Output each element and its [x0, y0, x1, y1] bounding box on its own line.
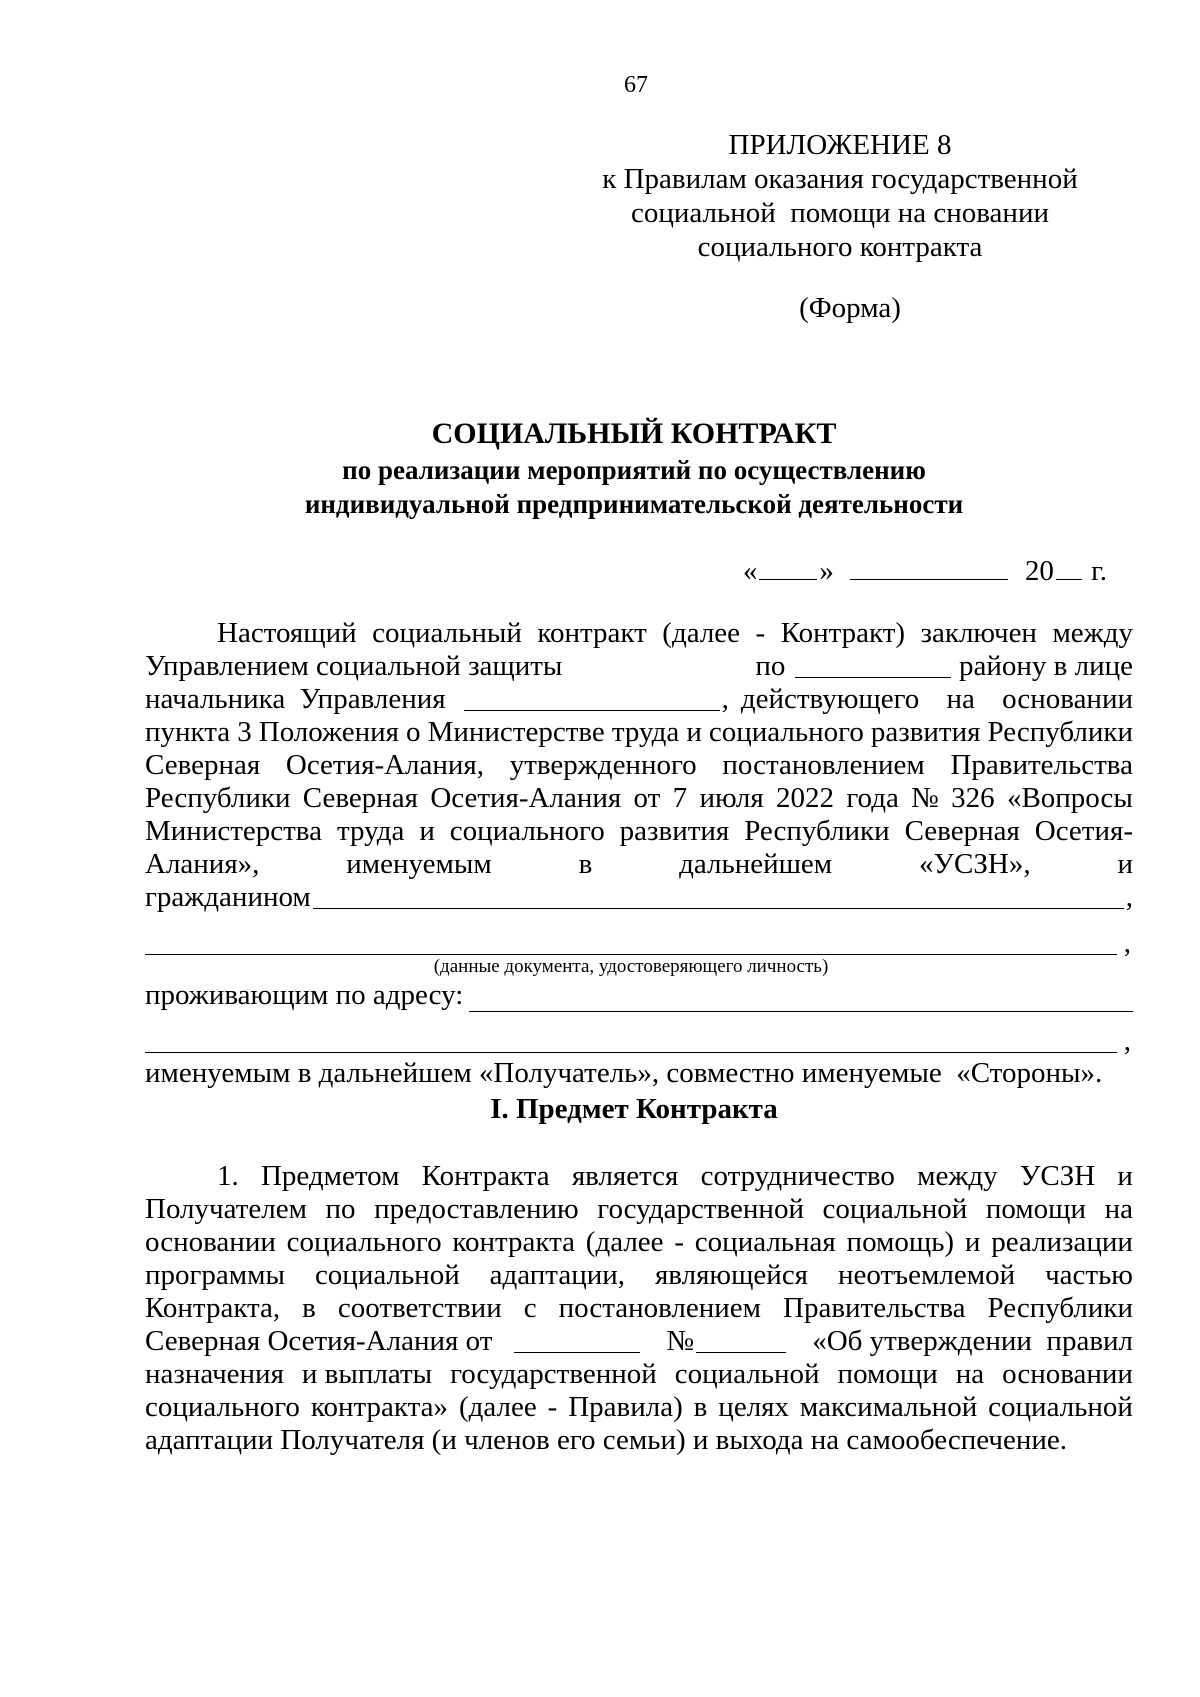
word: контракт [537, 617, 647, 649]
text-span: , [721, 683, 729, 715]
text-span: , [1123, 927, 1131, 959]
word: (далее [458, 1391, 537, 1423]
word: пункта [145, 716, 231, 748]
preamble-line [145, 815, 1133, 848]
appendix-line: социальной помощи на сновании [631, 197, 1049, 229]
word: являющейся [654, 1259, 809, 1291]
word: «Вопросы [1006, 782, 1133, 814]
form-label: (Форма) [799, 292, 901, 324]
word: социальной [674, 1358, 820, 1390]
word: 7 [672, 782, 688, 814]
paragraph-line: адаптации Получателя (и членов его семьи) и выхода на самообеспечение. [145, 1424, 1067, 1456]
word: адаптации, [489, 1259, 626, 1291]
year-blank[interactable] [1056, 552, 1082, 580]
word: является [571, 1160, 679, 1192]
word: социальной [988, 1391, 1133, 1423]
word: Северная [302, 782, 418, 814]
word: государственной [597, 1193, 804, 1225]
appendix-line: социального контракта [697, 231, 983, 263]
text-span: району в лице [959, 650, 1133, 682]
word: Республики [744, 815, 890, 847]
word: по [325, 1193, 356, 1225]
text-span: , [1125, 881, 1133, 913]
word: Положения [258, 716, 399, 748]
word: основании [1002, 1358, 1133, 1390]
word: помощи [985, 1193, 1087, 1225]
word: Настоящий [217, 617, 357, 649]
paragraph-line [145, 1325, 1133, 1358]
appendix-line: к Правилам оказания государственной [602, 163, 1078, 195]
word: заключен [920, 617, 1037, 649]
word: на [946, 683, 975, 715]
word: дальнейшем [679, 848, 833, 880]
text-span: Управлением социальной защиты [145, 650, 563, 682]
word: Осетия- [1034, 815, 1133, 847]
word: 2022 [776, 782, 835, 814]
quote-close: » [819, 555, 834, 587]
word: Республики [987, 716, 1133, 748]
word: Контракт) [780, 617, 906, 649]
word: и [1117, 848, 1133, 880]
text-span: «Об утверждении правил [812, 1325, 1133, 1357]
word: Контракта [421, 1160, 550, 1192]
word: 3 [237, 716, 252, 748]
date-line [743, 552, 1107, 588]
quote-open: « [742, 555, 758, 587]
paragraph-line [145, 1292, 1133, 1325]
text-span: , [1123, 1025, 1131, 1057]
page-number: 67 [624, 72, 648, 98]
word: года [846, 782, 899, 814]
paragraph-line [145, 1160, 1133, 1193]
word: основании [1002, 683, 1133, 715]
word: социального [286, 1226, 442, 1258]
word: государственной [450, 1358, 657, 1390]
word: и [964, 1226, 981, 1258]
word: развития [619, 815, 730, 847]
contract-subtitle: по реализации мероприятий по осуществлению [342, 455, 926, 485]
address-line [145, 979, 1133, 1012]
citizen-name-blank[interactable] [313, 881, 1124, 909]
word: «УСЗН», [919, 848, 1031, 880]
section-title: I. Предмет Контракта [490, 1093, 778, 1125]
resolution-number-blank[interactable] [696, 1325, 786, 1353]
address-blank[interactable] [469, 985, 1133, 1012]
word: Северная [145, 749, 261, 781]
address-continuation-blank[interactable] [145, 1012, 1131, 1057]
text-span: № [666, 1325, 695, 1357]
word: (далее [662, 617, 741, 649]
word: в [693, 1391, 708, 1423]
word: социальной [314, 1259, 460, 1291]
word: (далее [585, 1226, 664, 1258]
paragraph-line [145, 1193, 1133, 1226]
word: 326 [951, 782, 995, 814]
word: Правила) [568, 1391, 683, 1423]
paragraph-line [145, 1259, 1133, 1292]
word: основании [145, 1226, 276, 1258]
word: и выплаты [301, 1358, 433, 1390]
word: Республики [987, 1292, 1133, 1324]
word: соответствии [337, 1292, 502, 1324]
text-span: начальника Управления [145, 683, 446, 715]
word: труда [336, 815, 405, 847]
word: - [674, 1226, 685, 1258]
word: Правительства [950, 749, 1133, 781]
preamble-line [145, 617, 1133, 650]
section-1-text [145, 1160, 1133, 1457]
word: предоставлению [374, 1193, 579, 1225]
preamble-line [145, 683, 1133, 716]
appendix-title: ПРИЛОЖЕНИЕ 8 [728, 129, 952, 161]
word: и [419, 815, 435, 847]
word: в [578, 848, 593, 880]
word: Алания», [145, 848, 260, 880]
word: целях [718, 1391, 789, 1423]
preamble-line [145, 848, 1133, 881]
appendix-header [580, 128, 1100, 264]
word: между [1052, 617, 1133, 649]
word: реализации [991, 1226, 1133, 1258]
word: постановлением [558, 1292, 762, 1324]
paragraph-line [145, 1358, 1133, 1391]
word: помощь) [846, 1226, 955, 1258]
word: сотрудничество [700, 1160, 895, 1192]
word: о [406, 716, 421, 748]
word: и [1117, 1160, 1133, 1192]
word: постановлением [722, 749, 925, 781]
word: социальная [694, 1226, 836, 1258]
head-name-blank[interactable] [464, 683, 720, 711]
word: - [755, 617, 766, 649]
day-blank[interactable] [759, 552, 817, 580]
preamble-closing: именуемым в дальнейшем «Получатель», совместно именуемые «Стороны». [145, 1057, 1103, 1089]
year-suffix: г. [1083, 555, 1107, 587]
resolution-date-blank[interactable] [514, 1325, 640, 1353]
word: действующего [740, 683, 920, 715]
word: контракта» [310, 1391, 449, 1423]
word: Правительства [783, 1292, 966, 1324]
word: Северная [904, 815, 1020, 847]
word: социального [145, 1391, 300, 1423]
word: утвержденного [509, 749, 697, 781]
word: и [686, 716, 702, 748]
word: Получателем [145, 1193, 307, 1225]
word: Предметом [260, 1160, 400, 1192]
word: июля [699, 782, 764, 814]
word: именуемым [346, 848, 492, 880]
word: - [547, 1391, 558, 1423]
word: № [911, 782, 939, 814]
address-label: проживающим по адресу: [145, 979, 464, 1011]
text-span: Северная Осетия-Алания от [145, 1325, 493, 1357]
paragraph-line [145, 1226, 1133, 1259]
word: Осетия-Алания, [285, 749, 485, 781]
preamble-line [145, 782, 1133, 815]
contract-title-block [140, 415, 1128, 521]
text-span: гражданином [145, 881, 311, 913]
word: частью [1045, 1259, 1133, 1291]
word: помощи [837, 1358, 938, 1390]
word: назначения [145, 1358, 284, 1390]
district-blank[interactable] [795, 650, 951, 678]
preamble-line [145, 749, 1133, 782]
contract-title: СОЦИАЛЬНЫЙ КОНТРАКТ [431, 417, 837, 450]
word: развития [870, 716, 981, 748]
word: Контракта, [145, 1292, 281, 1324]
id-document-caption: (данные документа, удостоверяющего личность) [433, 956, 829, 977]
word: максимальной [799, 1391, 978, 1423]
text-span: по [755, 650, 786, 682]
word: Министерстве [427, 716, 605, 748]
word: на [1104, 1193, 1133, 1225]
contract-subtitle: индивидуальной предпринимательской деятельности [304, 489, 964, 519]
word: социальной [822, 1193, 968, 1225]
word: неотъемлемой [837, 1259, 1016, 1291]
month-blank[interactable] [850, 552, 1008, 580]
word: социального [449, 815, 605, 847]
word: Осетия-Алания [430, 782, 622, 814]
preamble-line [145, 650, 1133, 683]
word: социального [708, 716, 864, 748]
year-prefix: 20 [1024, 555, 1054, 587]
word: социальный [372, 617, 522, 649]
paragraph-line [145, 1391, 1133, 1424]
preamble-line [145, 716, 1133, 749]
word: программы [145, 1259, 285, 1291]
preamble [145, 617, 1133, 1090]
word: труда [611, 716, 680, 748]
word: Республики [145, 782, 291, 814]
id-document-blank[interactable] [145, 917, 1131, 959]
text-span [741, 683, 1133, 716]
word: в [302, 1292, 316, 1324]
word: на [955, 1358, 985, 1390]
word: Министерства [145, 815, 322, 847]
word: контракта [452, 1226, 576, 1258]
word: УСЗН [1019, 1160, 1096, 1192]
preamble-line [145, 881, 1133, 914]
word: от [633, 782, 661, 814]
word: 1. [217, 1160, 239, 1192]
word: между [917, 1160, 998, 1192]
word: с [523, 1292, 537, 1324]
